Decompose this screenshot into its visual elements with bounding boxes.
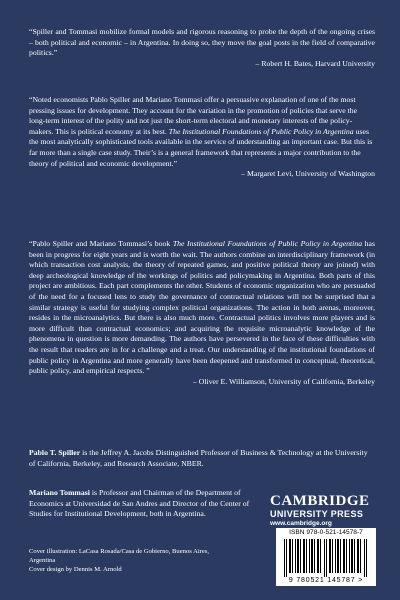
- cover-credits: [29, 547, 209, 574]
- cover-illustration-credit: Cover illustration: LaCasa Rosada/Casa de Gobierno, Buenos Aires, Argentina: [29, 548, 210, 564]
- isbn-barcode: [276, 528, 376, 586]
- quote-williamson-pre: “Pablo Spiller and Mariano Tommasi’s book: [29, 239, 173, 248]
- quote-williamson: [29, 239, 375, 387]
- publisher-name: CAMBRIDGE: [270, 493, 370, 509]
- quote-levi-post: uses the most analytically sophisticated tools available in the service of understanding an important case. But this is far more than a single case study. Their’s is a general framework that represents a major contribution to the theory of political and economic development.”: [29, 126, 373, 168]
- bio-tommasi: [29, 488, 267, 520]
- bio-spiller: [29, 448, 375, 469]
- quote-williamson-attribution: – Oliver E. Williamson, University of California, Berkeley: [192, 376, 375, 386]
- quote-levi-pre: “Noted economists Pablo Spiller and Mariano Tommasi offer a persuasive explanation of one of the most pressing issues for development. They account for the variation in the promotion of policies that serve the long-term interest of the polity and not just the short-term electoral and monetary interests of the policy-makers. This is political economy at its best.: [29, 95, 358, 136]
- bio-tommasi-name: Mariano Tommasi: [29, 488, 90, 497]
- quote-bates-attribution: – Robert H. Bates, Harvard University: [255, 58, 375, 68]
- quote-levi-book-title: The Institutional Foundations of Public Policy in Argentina: [168, 126, 354, 136]
- publisher-logo: [270, 493, 390, 528]
- quote-bates: [29, 27, 375, 69]
- isbn-label: ISBN 978-0-521-14578-7: [289, 529, 363, 536]
- bio-tommasi-text: is Professor and Chairman of the Department of Economics at Universidad de San Andres and Director of the Center of Studies for Institutional Development, both in Argentina.: [29, 488, 250, 519]
- quote-williamson-post: has been in progress for eight years and is worth the wait. The authors combine an interdisciplinary framework (in which transaction cost analysis, the theory of repeated games, and positive political theory are joined) with deep archeological knowledge of the workings of politics and policymaking in Argentina. Both parts of this project are ambitious. Each part complements the other. Students of economic organization who are persuaded of the need for a focused lens to study the governance of contractual relations will not be surprised that a similar strategy is useful for studying complex political organizations. The action in both arenas, moreover, resides in the microanalytics. But there is also much more. Contractual politics involves more players and is more difficult than contractual economics; and acquiring the requisite microanalytic knowledge of the phenomena in question is more demanding. The authors have persevered in the face of these difficulties with the result that readers are in for a challenge and a treat. Our understanding of the institutional foundations of public policy in Argentina and more generally have been deepened and transformed in conceptual, theoretical, public policy, and empirical respects. ”: [29, 239, 375, 376]
- bio-spiller-text: is the Jeffrey A. Jacobs Distinguished Professor of Business & Technology at the University of California, Berkeley, and Research Associate, NBER.: [29, 448, 368, 468]
- publisher-press: UNIVERSITY PRESS: [270, 509, 364, 519]
- barcode-bars: [284, 539, 368, 577]
- quote-williamson-book-title: The Institutional Foundations of Public Policy in Argentina: [172, 239, 363, 248]
- quote-levi-attribution: – Margaret Levi, University of Washington: [241, 169, 375, 179]
- publisher-url: www.cambridge.org: [270, 520, 332, 527]
- bio-spiller-name: Pablo T. Spiller: [29, 448, 81, 457]
- quote-bates-text: “Spiller and Tommasi mobilize formal models and rigorous reasoning to probe the depth of the ongoing crises – both political and economic – in Argentina. In doing so, they move the goal posts in the field of comparative politics.”: [29, 27, 375, 58]
- quote-levi: [29, 95, 375, 180]
- cover-design-credit: Cover design by Dennis M. Arnold: [29, 566, 122, 573]
- barcode-number: 9 780521 145787 >: [288, 577, 364, 584]
